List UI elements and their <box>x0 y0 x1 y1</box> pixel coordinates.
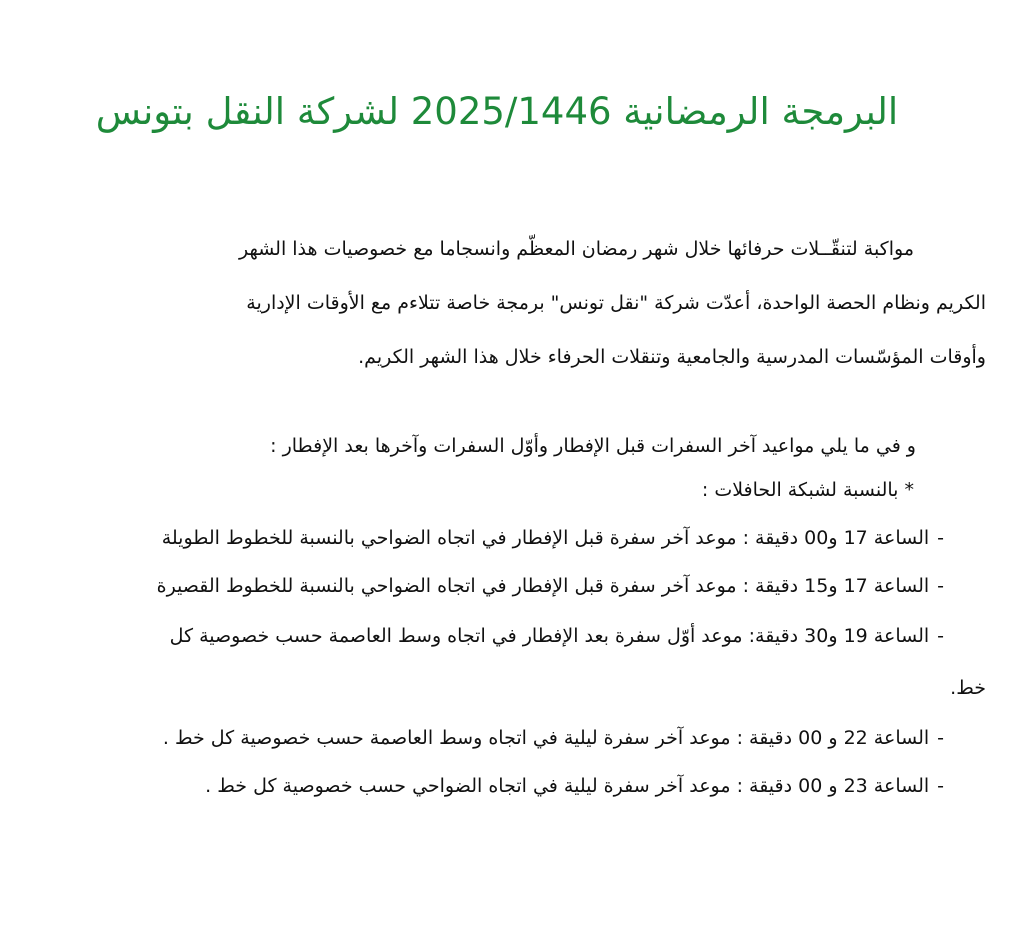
schedule-item <box>38 562 944 610</box>
schedule-list <box>38 514 986 810</box>
schedule-item <box>38 610 986 714</box>
schedule-item <box>38 514 944 562</box>
list-dash: - <box>937 625 944 647</box>
schedule-item-text: الساعة 17 و00 دقيقة : موعد آخر سفرة قبل الإفطار في اتجاه الضواحي بالنسبة للخطوط الطويلة <box>161 527 930 549</box>
schedule-item-text: الساعة 23 و 00 دقيقة : موعد آخر سفرة ليلية في اتجاه الضواحي حسب خصوصية كل خط . <box>205 775 930 797</box>
lead-sentence: و في ما يلي مواعيد آخر السفرات قبل الإفطار وأوّل السفرات وآخرها بعد الإفطار : <box>270 435 916 457</box>
list-dash: - <box>937 527 944 549</box>
schedule-item <box>38 762 944 810</box>
schedule-item-tail: خط. <box>950 677 986 699</box>
schedule-item <box>38 714 944 762</box>
network-heading: * بالنسبة لشبكة الحافلات : <box>701 479 914 501</box>
schedule-item-text: الساعة 22 و 00 دقيقة : موعد آخر سفرة ليلية في اتجاه وسط العاصمة حسب خصوصية كل خط . <box>162 727 930 749</box>
intro-line: وأوقات المؤسّسات المدرسية والجامعية وتنقلات الحرفاء خلال هذا الشهر الكريم. <box>358 346 986 368</box>
intro-line: مواكبة لتنقّــلات حرفائها خلال شهر رمضان المعظّم وانسجاما مع خصوصيات هذا الشهر <box>238 238 914 260</box>
schedule-lead <box>40 424 916 512</box>
list-dash: - <box>937 775 944 797</box>
schedule-item-text: الساعة 19 و30 دقيقة: موعد أوّل سفرة بعد الإفطار في اتجاه وسط العاصمة حسب خصوصية كل <box>169 625 930 647</box>
list-dash: - <box>937 727 944 749</box>
list-dash: - <box>937 575 944 597</box>
schedule-item-text: الساعة 17 و15 دقيقة : موعد آخر سفرة قبل الإفطار في اتجاه الضواحي بالنسبة للخطوط القصيرة <box>156 575 930 597</box>
intro-line: الكريم ونظام الحصة الواحدة، أعدّت شركة "نقل تونس" برمجة خاصة تتلاءم مع الأوقات الإدارية <box>246 292 986 314</box>
page-title: البرمجة الرمضانية 2025/1446 لشركة النقل بتونس <box>95 90 899 133</box>
intro-paragraph <box>40 222 986 384</box>
